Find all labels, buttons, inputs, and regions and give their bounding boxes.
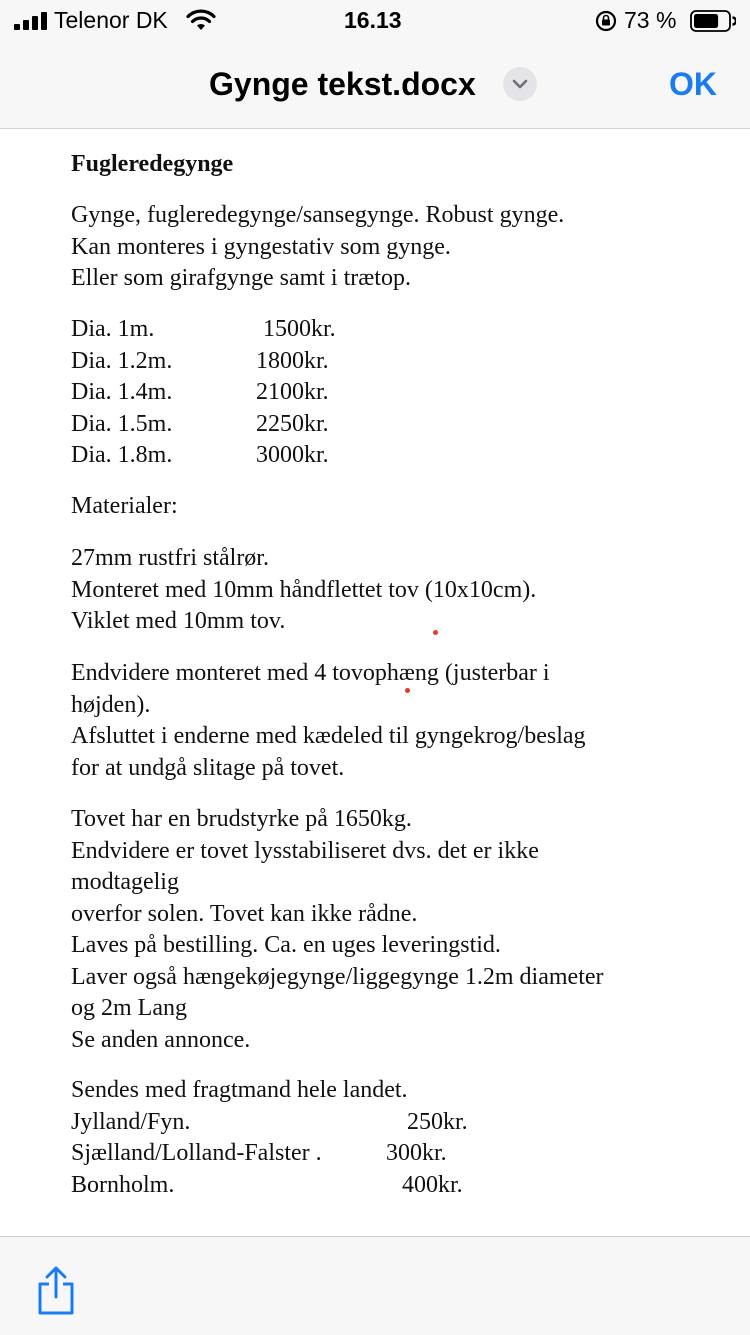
price-amount: 1800kr. [256, 347, 329, 374]
battery-percent: 73 % [624, 7, 677, 33]
price-size: Dia. 1.8m. [71, 442, 173, 468]
extra-paragraph [71, 658, 586, 784]
materials-paragraph [71, 543, 536, 638]
document-heading: Fugleredegynge [71, 151, 234, 177]
rope-line: overfor solen. Tovet kan ikke rådne. [71, 900, 418, 927]
shipping-row [71, 1138, 491, 1170]
red-dot-mark [433, 630, 438, 635]
price-list [71, 314, 471, 472]
navigation-bar [0, 42, 750, 129]
intro-line: Eller som girafgynge samt i trætop. [71, 265, 411, 291]
signal-icon [14, 12, 48, 30]
document-title[interactable]: Gynge tekst.docx [209, 66, 476, 102]
clock-time: 16.13 [344, 7, 402, 33]
materials-line: Viklet med 10mm tov. [71, 608, 286, 634]
shipping-price: 400kr. [402, 1171, 463, 1198]
rope-line: og 2m Lang [71, 995, 187, 1021]
shipping-region: Bornholm. [71, 1171, 175, 1198]
rope-line: Tovet har en brudstyrke på 1650kg. [71, 806, 412, 832]
price-row [71, 440, 471, 472]
intro-paragraph [71, 200, 564, 295]
chevron-down-icon [512, 78, 528, 90]
shipping-price: 250kr. [407, 1108, 468, 1135]
extra-line: for at undgå slitage på tovet. [71, 754, 345, 781]
price-size: Dia. 1.2m. [71, 347, 173, 374]
rope-paragraph [71, 804, 604, 1056]
extra-line: Afsluttet i enderne med kædeled til gyngekrog/beslag [71, 723, 586, 749]
price-size: Dia. 1m. [71, 316, 155, 342]
materials-line: 27mm rustfri stålrør. [71, 545, 269, 571]
battery-icon [690, 10, 736, 32]
price-size: Dia. 1.5m. [71, 410, 173, 437]
price-row [71, 314, 471, 346]
done-button[interactable]: OK [669, 66, 717, 102]
price-row [71, 377, 471, 409]
extra-line: Endvidere monteret med 4 tovophæng (justerbar i [71, 660, 550, 686]
price-row [71, 346, 471, 378]
price-amount: 2250kr. [256, 410, 329, 437]
shipping-row [71, 1170, 491, 1202]
intro-line: Gynge, fugleredegynge/sansegynge. Robust gynge. [71, 202, 565, 228]
shipping-row [71, 1107, 491, 1139]
carrier-name: Telenor DK [54, 7, 168, 33]
red-dot-mark [405, 688, 410, 693]
shipping-region: Jylland/Fyn. [71, 1108, 191, 1135]
rope-line: Laves på bestilling. Ca. en uges leveringstid. [71, 932, 501, 958]
intro-line: Kan monteres i gyngestativ som gynge. [71, 233, 451, 260]
rope-line: Se anden annonce. [71, 1026, 251, 1053]
shipping-section [71, 1075, 491, 1201]
rope-line: Laver også hængekøjegynge/liggegynge 1.2m diameter [71, 963, 604, 990]
wifi-icon [186, 9, 216, 31]
materials-label: Materialer: [71, 493, 178, 519]
title-menu-button[interactable] [503, 67, 537, 101]
price-amount: 2100kr. [256, 379, 329, 405]
share-icon[interactable] [35, 1266, 77, 1316]
bottom-toolbar [0, 1236, 750, 1335]
rope-line: modtagelig [71, 869, 179, 895]
materials-line: Monteret med 10mm håndflettet tov (10x10cm). [71, 576, 537, 603]
price-size: Dia. 1.4m. [71, 379, 173, 405]
price-row [71, 409, 471, 441]
shipping-price: 300kr. [386, 1140, 447, 1166]
shipping-region: Sjælland/Lolland-Falster . [71, 1140, 322, 1166]
status-bar [0, 0, 750, 42]
shipping-intro: Sendes med fragtmand hele landet. [71, 1077, 408, 1103]
rotation-lock-icon [595, 10, 617, 32]
rope-line: Endvidere er tovet lysstabiliseret dvs. det er ikke [71, 837, 539, 864]
price-amount: 1500kr. [263, 316, 336, 342]
price-amount: 3000kr. [256, 442, 329, 468]
extra-line: højden). [71, 691, 151, 718]
